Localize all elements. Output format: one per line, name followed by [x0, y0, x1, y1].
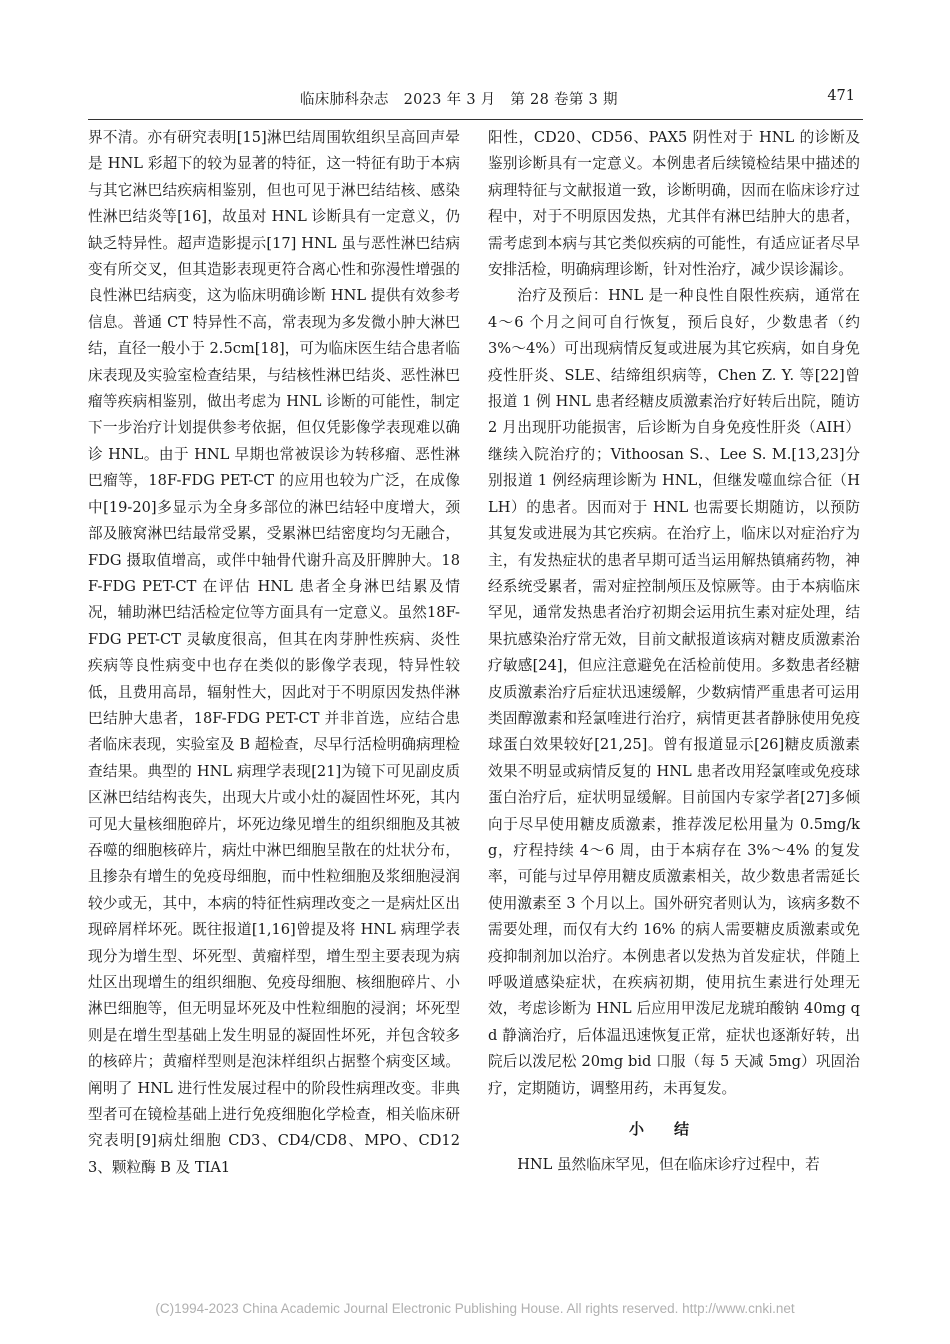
journal-citation: 临床肺科杂志 2023 年 3 月 第 28 卷第 3 期 — [300, 92, 618, 108]
body-paragraph: 界不清。亦有研究表明[15]淋巴结周围软组织呈高回声晕是 HNL 彩超下的较为显著的特征，这一特征有助于本病与其它淋巴结疾病相鉴别，但也可见于淋巴结结核、感染性淋巴结炎等[16]，故虽对 HNL 诊断具有一定意义，仍缺乏特异性。超声造影提示[17] HNL 虽与恶性淋巴结病变有所交叉，但其造影表现更符合离心性和弥漫性增强的良性淋巴结病变，这为临床明确诊断 HNL 提供有效参考信息。普通 CT 特异性不高，常表现为多发微小肿大淋巴结，直径一般小于 2.5cm[18]，可为临床医生结合患者临床表现及实验室检查结果，与结核性淋巴结炎、恶性淋巴瘤等疾病相鉴别，做出考虑为 HNL 诊断的可能性，制定下一步治疗计划提供参考依据，但仅凭影像学表现难以确诊 HNL。由于 HNL 早期也常被误诊为转移瘤、恶性淋巴瘤等，18F-FDG PET-CT 的应用也较为广泛，在成像中[19-20]多显示为全身多部位的淋巴结轻中度增大，颈部及腋窝淋巴结最常受累，受累淋巴结密度均匀无融合，FDG 摄取值增高，或伴中轴骨代谢升高及肝脾肿大。18F-FDG PET-CT 在评估 HNL 患者全身淋巴结累及情况，辅助淋巴结活检定位等方面具有一定意义。虽然18F-FDG PET-CT 灵敏度很高，但其在肉芽肿性疾病、炎性疾病等良性病变中也存在类似的影像学表现，特异性较低，且费用高昂，辐射性大，因此对于不明原因发热伴淋巴结肿大患者，18F-FDG PET-CT 并非首选，应结合患者临床表现，实验室及 B 超检查，尽早行活检明确病理检查结果。典型的 HNL 病理学表现[21]为镜下可见副皮质区淋巴结结构丧失，出现大片或小灶的凝固性坏死，其内可见大量核细胞碎片，坏死边缘见增生的组织细胞及其被吞噬的细胞核碎片，病灶中淋巴细胞呈散在的灶状分布，且掺杂有增生的免疫母细胞，而中性粒细胞及浆细胞浸润较少或无，其中，本病的特征性病理改变之一是病灶区出现碎屑样坏死。既往报道[1,16]曾提及将 HNL 病理学表现分为增生型、坏死型、黄瘤样型，增生型主要表现为病灶区出现增生的组织细胞、免疫母细胞、核细胞碎片、小淋巴细胞等，但无明显坏死及中性粒细胞的浸润；坏死型则是在增生型基础上发生明显的凝固性坏死，并包含较多的核碎片；黄瘤样型则是泡沫样组织占据整个病变区域。阐明了 HNL 进行性发展过程中的阶段性病理改变。非典型者可在镜检基础上进行免疫细胞化学检查，相关临床研究表明[9]病灶细胞 CD3、CD4/CD8、MPO、CD123、颗粒酶 B 及 TIA1 — [88, 129, 460, 1176]
left-column — [88, 125, 460, 1181]
body-paragraph-treatment: 治疗及预后：HNL 是一种良性自限性疾病，通常在 4～6 个月之间可自行恢复，预后良好，少数患者（约 3%～4%）可出现病情反复或进展为其它疾病，如自身免疫性肝炎、SLE、结缔组织病等，Chen Z. Y. 等[22]曾报道 1 例 HNL 患者经糖皮质激素治疗好转后出院，随访 2 月出现肝功能损害，后诊断为自身免疫性肝炎（AIH）继续入院治疗的；Vithoosan S.、Lee S. M.[13,23]分别报道 1 例经病理诊断为 HNL，但继发噬血综合征（HLH）的患者。因而对于 HNL 也需要长期随访，以预防其复发或进展为其它疾病。在治疗上，临床以对症治疗为主，有发热症状的患者早期可适当运用解热镇痛药物，神经系统受累者，需对症控制颅压及惊厥等。由于本病临床罕见，通常发热患者治疗初期会运用抗生素对症处理，结果抗感染治疗常无效，目前文献报道该病对糖皮质激素治疗敏感[24]，但应注意避免在活检前使用。多数患者经糖皮质激素治疗后症状迅速缓解，少数病情严重患者可运用类固醇激素和羟氯喹进行治疗，病情更甚者静脉使用免疫球蛋白效果较好[21,25]。曾有报道显示[26]糖皮质激素效果不明显或病情反复的 HNL 患者改用羟氯喹或免疫球蛋白治疗后，症状明显缓解。目前国内专家学者[27]多倾向于尽早使用糖皮质激素，推荐泼尼松用量为 0.5mg/kg，疗程持续 4～6 周，由于本病存在 3%～4% 的复发率，可能与过早停用糖皮质激素相关，故少数患者需延长使用激素至 3 个月以上。国外研究者则认为，该病多数不需要处理，而仅有大约 16% 的病人需要糖皮质激素或免疫抑制剂加以治疗。本例患者以发热为首发症状，伴随上呼吸道感染症状，在疾病初期，使用抗生素进行处理无效，考虑诊断为 HNL 后应用甲泼尼龙琥珀酸钠 40mg qd 静滴治疗，后体温迅速恢复正常，症状也逐渐好转，出院后以泼尼松 20mg bid 口服（每 5 天减 5mg）巩固治疗，定期随访，调整用药，未再复发。 — [488, 287, 860, 1097]
running-header — [0, 88, 950, 112]
body-paragraph-summary: HNL 虽然临床罕见，但在临床诊疗过程中，若 — [517, 1156, 820, 1174]
page-number: 471 — [827, 88, 855, 104]
copyright-footer: (C)1994-2023 China Academic Journal Electronic Publishing House. All rights reserved. http://www.cnki.net — [155, 1301, 795, 1316]
header-rule — [88, 119, 863, 120]
body-paragraph: 阳性，CD20、CD56、PAX5 阴性对于 HNL 的诊断及鉴别诊断具有一定意义。本例患者后续镜检结果中描述的病理特征与文献报道一致，诊断明确，因而在临床诊疗过程中，对于不明原因发热，尤其伴有淋巴结肿大的患者，需考虑到本病与其它类似疾病的可能性，有适应证者尽早安排活检，明确病理诊断，针对性治疗，减少误诊漏诊。 — [488, 129, 860, 279]
section-heading-summary: 小结 — [628, 1120, 719, 1139]
right-column — [488, 125, 860, 1179]
